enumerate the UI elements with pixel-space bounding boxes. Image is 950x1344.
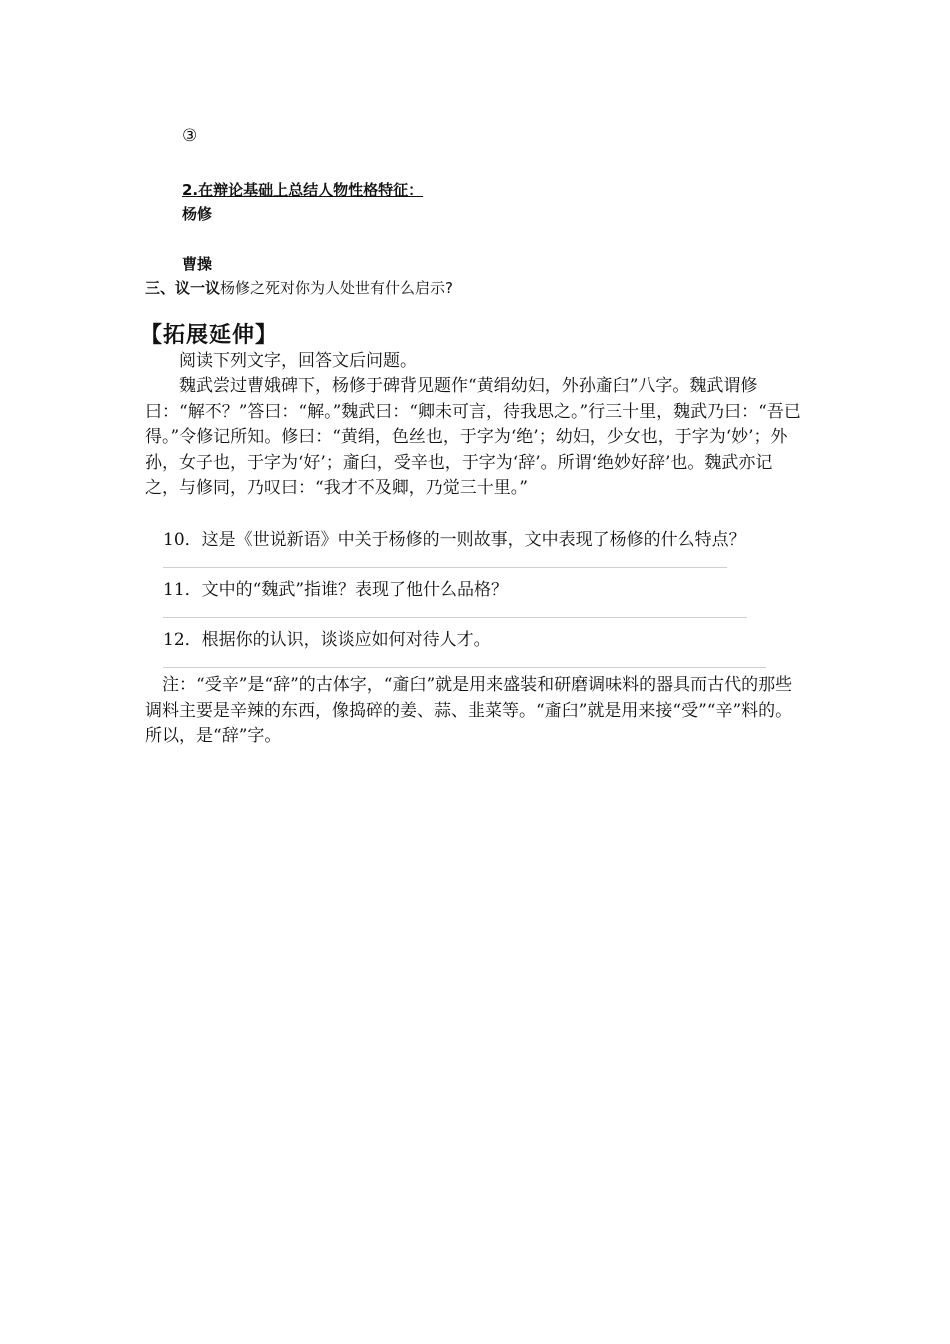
question-11: 11．文中的“魏武”指谁？表现了他什么品格？ [163,580,509,600]
footnote: 注：“受辛”是“辞”的古体字，“齑臼”就是用来盛装和研磨调味料的器具而古代的那些调料主要是辛辣的东西，像捣碎的姜、蒜、韭菜等。“齑臼”就是用来接“受”“辛”料的。所以，是“辞”字。 [145,675,793,746]
section2-heading: 2.在辩论基础上总结人物性格特征： [182,181,424,199]
answer-line-11[interactable] [163,617,747,618]
passage-text: 魏武尝过曹娥碑下，杨修于碑背见题作“黄绢幼妇，外孙齑臼”八字。魏武谓修曰：“解不？”答曰：“解。”魏武曰：“卿未可言，待我思之。”行三十里，魏武乃曰：“吾已得。”令修记所知。修曰：“黄绢，色丝也，于字为‘绝’；幼妇，少女也，于字为‘妙’；外孙，女子也，于字为‘好’；齑臼，受辛也，于字为‘辞’。所谓‘绝妙好辞’也。魏武亦记之，与修同，乃叹曰：“我才不及卿，乃觉三十里。” [145,376,801,498]
extension-title: 【拓展延伸】 [140,323,279,348]
label-caocao: 曹操 [182,255,213,273]
section3-question: 杨修之死对你为人处世有什么启示? [220,279,453,297]
label-yangxiu: 杨修 [182,205,213,223]
question-10: 10．这是《世说新语》中关于杨修的一则故事，文中表现了杨修的什么特点？ [163,530,746,550]
question-12: 12．根据你的认识，谈谈应如何对待人才。 [163,630,491,650]
reading-instruction: 阅读下列文字，回答文后问题。 [179,351,417,371]
answer-line-10[interactable] [163,567,727,568]
section3-line [145,277,453,298]
item-marker: ③ [182,126,198,146]
answer-line-12[interactable] [163,667,766,668]
section3-heading: 三、议一议 [145,279,221,297]
